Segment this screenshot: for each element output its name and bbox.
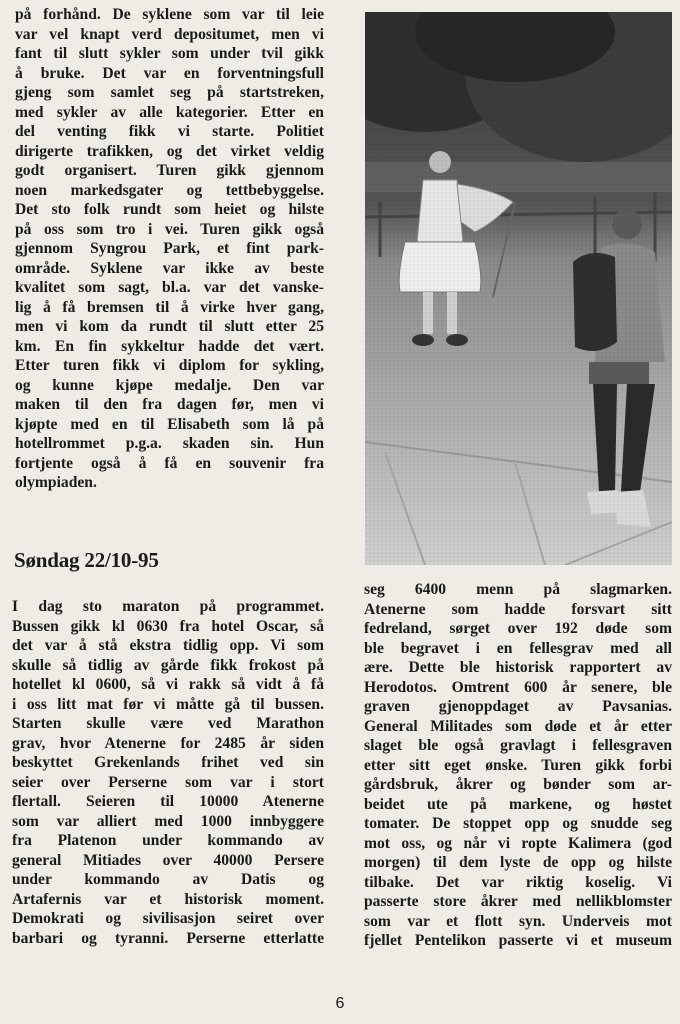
text-line: passerte store åkrer med nellikblomster: [364, 893, 672, 910]
text-line: fjellet Pentelikon passerte vi et museum: [364, 932, 672, 949]
text-line: Demokrati og sivilisasjon seiret over: [12, 910, 324, 927]
text-line: maken til den fra dagen før, men vi: [15, 396, 324, 413]
text-line: Bussen gikk kl 0630 fra hotel Oscar, så: [12, 617, 324, 635]
text-line: som var alliert med 1000 innbyggere: [12, 812, 324, 830]
text-line: fortjente også å få en souvenir fra: [15, 454, 324, 472]
text-line: Starten skulle være ved Marathon: [12, 715, 324, 732]
text-line: fant til slutt sykler som under tvil gikk: [15, 45, 324, 62]
text-line: på oss som tro i vei. Turen gikk også: [15, 220, 324, 238]
text-line: flertall. Seieren til 10000 Atenerne: [12, 793, 324, 810]
section-heading: Søndag 22/10-95: [14, 548, 159, 572]
text-line: barbari og tyranni. Perserne etterlatte: [12, 929, 324, 947]
text-column-right: [364, 580, 672, 951]
text-line: seier over Perserne som var i stort: [12, 773, 324, 791]
text-line: tomater. De stoppet opp og snudde seg: [364, 815, 672, 832]
text-line: dirigerte trafikken, og det virket veldig: [15, 142, 324, 160]
text-line: beskyttet Grekenlands frihet ved sin: [12, 754, 324, 771]
text-line: beidet ute på markene, og høstet: [364, 795, 672, 813]
text-line: det var å stå ekstra tidlig opp. Vi som: [12, 637, 324, 654]
text-line: Artafernis var et historisk moment.: [12, 890, 324, 908]
text-line: lig å få bremsen til å virke hver gang,: [15, 298, 324, 316]
text-line: Etter turen fikk vi diplom for sykling,: [15, 357, 324, 374]
text-line: slaget ble også gravlagt i fellesgraven: [364, 737, 672, 754]
text-line: hotellrommet p.g.a. skaden sin. Hun: [15, 435, 324, 452]
text-line: Atenerne som hadde forsvart sitt: [364, 600, 672, 618]
text-line: noen markedsgater og tettbebyggelse.: [15, 181, 324, 199]
photo-evzone-guard-and-runner: [365, 12, 672, 565]
text-line: skulle så tidlig av gårde fikk frokost på: [12, 656, 324, 674]
text-line: godt organisert. Turen gikk gjennom: [15, 162, 324, 179]
text-line: fra Platenon under kommando av: [12, 832, 324, 849]
text-line: km. En fin sykkeltur hadde det vært.: [15, 337, 324, 355]
text-line: under kommando av Datis og: [12, 871, 324, 888]
text-line: gjennom Syngrou Park, et fint park-: [15, 240, 324, 257]
text-line: ble begravet i en fellesgrav med all: [364, 639, 672, 657]
text-column-left-bottom: [12, 597, 324, 948]
text-line: Det sto folk rundt som heiet og hilste: [15, 201, 324, 218]
text-line: å bruke. Det var en forventningsfull: [15, 64, 324, 82]
text-line: mot oss, og når vi ropte Kalimera (god: [364, 834, 672, 852]
text-line: tilbake. Det var riktig koselig. Vi: [364, 873, 672, 891]
text-line: grav, hvor Atenerne for 2485 år siden: [12, 734, 324, 752]
text-line: etter sitt eget ønske. Turen gikk forbi: [364, 756, 672, 774]
text-line: ære. Dette ble historisk rapportert av: [364, 659, 672, 676]
text-line: med sykler av alle kategorier. Etter en: [15, 103, 324, 121]
text-line: i oss litt mat før vi måtte gå til bussen.: [12, 695, 324, 713]
text-line: morgen) til dem lyste de opp og hilste: [364, 854, 672, 871]
text-line: General Militades som døde et år etter: [364, 717, 672, 735]
text-line: kjøpte med en til Elisabeth som lå på: [15, 415, 324, 433]
text-line: kvalitet som sagt, bl.a. var det vanske-: [15, 279, 324, 296]
text-line: seg 6400 menn på slagmarken.: [364, 581, 672, 598]
text-line: I dag sto maraton på programmet.: [12, 598, 324, 615]
text-line: gjeng som samlet seg på startstreken,: [15, 84, 324, 101]
text-line: hotellet kl 0600, så vi rakk så vidt å få: [12, 676, 324, 693]
text-line: del venting fikk vi starte. Politiet: [15, 123, 324, 140]
text-column-left-top: [15, 5, 324, 493]
text-line: på forhånd. De syklene som var til leie: [15, 6, 324, 23]
text-line: olympiaden.: [15, 474, 97, 491]
text-line: var vel knapt verd depositumet, men vi: [15, 25, 324, 43]
text-line: general Mitiades over 40000 Persere: [12, 851, 324, 869]
text-line: som var et flott syn. Underveis mot: [364, 912, 672, 930]
text-line: Herodotos. Omtrent 600 år senere, ble: [364, 678, 672, 696]
text-line: fedreland, sørget over 192 døde som: [364, 620, 672, 637]
page-number: 6: [335, 995, 345, 1012]
text-line: gårdsbruk, åkrer og bønder som ar-: [364, 776, 672, 793]
text-line: område. Syklene var ikke av beste: [15, 259, 324, 277]
text-line: men vi kom da rundt til slutt etter 25: [15, 318, 324, 335]
text-line: graven gjenoppdaget av Pavsanias.: [364, 698, 672, 715]
text-line: og kunne kjøpe medalje. Den var: [15, 376, 324, 394]
